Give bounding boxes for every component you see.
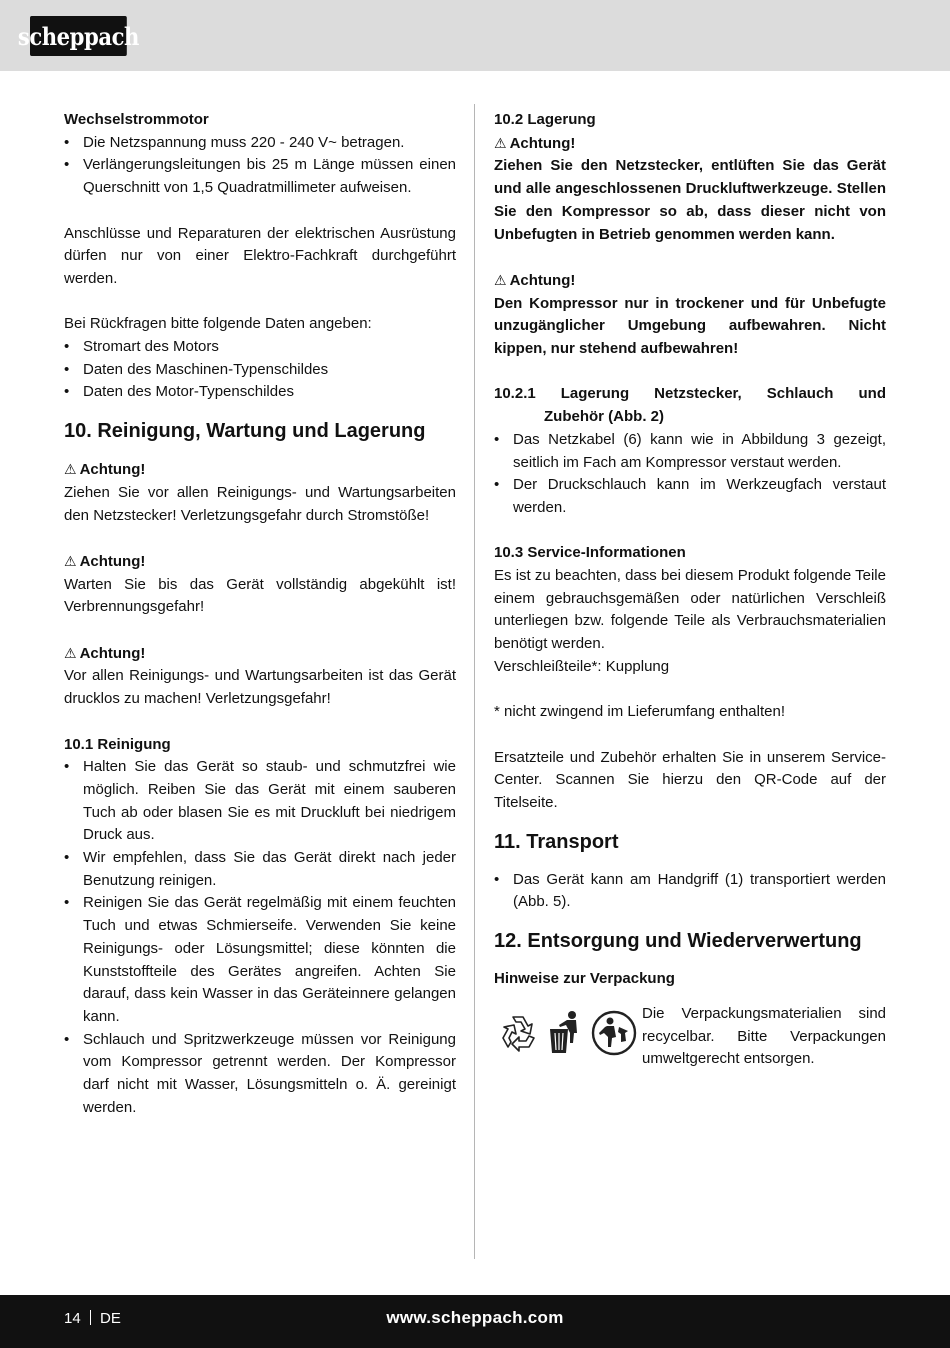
recycle-icon [494,1009,542,1057]
page-number: 14 DE [64,1310,121,1327]
list-item: • Verlängerungsleitungen bis 25 m Länge müssen einen Querschnitt von 1,5 Quadratmillimeter aufweisen. [64,154,456,199]
recycling-icons [494,1003,642,1057]
warning-label: ⚠ Achtung! [494,134,576,152]
warning-triangle-icon: ⚠ [64,552,77,569]
cleaning-list [64,756,456,1119]
warning-triangle-icon: ⚠ [64,644,77,661]
footer-url[interactable]: www.scheppach.com [386,1308,564,1327]
storage-list [494,429,886,520]
warning-label: ⚠ Achtung! [64,644,146,662]
section-11-title: 11. Transport [494,830,619,853]
section-10-title: 10. Reinigung, Wartung und Lagerung [64,420,426,443]
list-item: • Wir empfehlen, dass Sie das Gerät direkt nach jeder Benutzung reinigen. [64,847,456,892]
section-12-title: 12. Entsorgung und Wiederverwertung [494,930,862,953]
list-item: • Das Netzkabel (6) kann wie in Abbildung 3 gezeigt, seitlich im Fach am Kompressor verstaut werden. [494,429,886,474]
list-item: • Daten des Maschinen-Typenschildes [64,359,456,382]
list-item: • Reinigen Sie das Gerät regelmäßig mit einem feuchten Tuch und etwas Schmierseife. Verwenden Sie keine Reinigungs- oder Lösungsmittel; diese könnten die Kunststoffteile des Gerätes angreifen. Achten Sie darauf, dass kein Wasser in das Geräteinnere gelangen kann. [64,892,456,1028]
column-divider [474,104,475,1259]
service-text: Es ist zu beachten, dass bei diesem Produkt folgende Teile einem gebrauchsgemäßen oder natürlichen Verschleiß unterliegen bzw. folgende Teile als Verbrauchsmaterialien benötigt werden. [494,567,886,653]
left-column [64,109,456,1119]
inquiry-list [64,336,456,404]
service-heading: 10.3 Service-Informationen [494,544,686,562]
scheppach-logo: scheppach [30,16,127,56]
list-item: • Halten Sie das Gerät so staub- und schmutzfrei wie möglich. Reiben Sie das Gerät mit einem sauberen Tuch ab oder blasen Sie es mit Druckluft bei niedrigem Druck aus. [64,756,456,847]
motor-heading: Wechselstrommotor [64,111,209,128]
list-item: • Das Gerät kann am Handgriff (1) transportiert werden (Abb. 5). [494,869,886,914]
list-item: • Stromart des Motors [64,336,456,359]
warning-triangle-icon: ⚠ [64,461,77,478]
list-item: • Die Netzspannung muss 220 - 240 V~ betragen. [64,132,456,155]
list-item: • Daten des Motor-Typenschildes [64,381,456,404]
green-recycle-person-icon [590,1009,638,1057]
storage-subheading: 10.2.1 Lagerung Netzstecker, Schlauch und [494,385,886,403]
warning-triangle-icon: ⚠ [494,271,507,288]
warning-text: Ziehen Sie vor allen Reinigungs- und Wartungsarbeiten den Netzstecker! Verletzungsgefahr durch Stromstöße! [64,483,456,524]
wear-parts: Verschleißteile*: Kupplung [494,657,670,675]
packaging-row [494,1003,886,1071]
spare-parts-text: Ersatzteile und Zubehör erhalten Sie in unserem Service-Center. Scannen Sie hierzu den QR-Code auf der Titelseite. [494,748,886,812]
storage-subheading-line2: Zubehör (Abb. 2) [544,408,664,426]
transport-list [494,869,886,914]
warning-label: ⚠ Achtung! [494,271,576,289]
warning-label: ⚠ Achtung! [64,461,146,479]
list-item: • Schlauch und Spritzwerkzeuge müssen vor Reinigung vom Kompressor getrennt werden. Der Kompressor darf nicht mit Wasser, Lösungsmitteln o. Ä. gereinigt werden. [64,1029,456,1120]
connections-text: Anschlüsse und Reparaturen der elektrischen Ausrüstung dürfen nur von einer Elektro-Fachkraft durchgeführt werden. [64,224,456,287]
storage-heading: 10.2 Lagerung [494,111,596,128]
warning-text: Vor allen Reinigungs- und Wartungsarbeiten ist das Gerät drucklos zu machen! Verletzungsgefahr! [64,667,456,708]
packaging-text: Die Verpackungsmaterialien sind recycelbar. Bitte Verpackungen umweltgerecht entsorgen. [642,1004,886,1068]
list-item: • Der Druckschlauch kann im Werkzeugfach verstaut werden. [494,474,886,519]
header-band [0,0,950,71]
warning-triangle-icon: ⚠ [494,134,507,151]
trash-bin-person-icon [546,1009,586,1057]
warning-text: Den Kompressor nur in trockener und für Unbefugte unzugänglicher Umgebung aufbewahren. Nicht kippen, nur stehend aufbewahren! [494,294,886,358]
inquiry-text: Bei Rückfragen bitte folgende Daten angeben: [64,315,372,333]
warning-text: Ziehen Sie den Netzstecker, entlüften Sie das Gerät und alle angeschlossenen Druckluftwerkzeuge. Stellen Sie den Kompressor so ab, dass dieser nicht von Unbefugten in Betrieb genommen werden kann. [494,157,886,243]
cleaning-heading: 10.1 Reinigung [64,735,171,753]
warning-label: ⚠ Achtung! [64,552,146,570]
footer-band [0,1295,950,1348]
right-column [494,109,886,1071]
footnote: * nicht zwingend im Lieferumfang enthalten! [494,703,786,721]
motor-list [64,132,456,200]
warning-text: Warten Sie bis das Gerät vollständig abgekühlt ist! Verbrennungsgefahr! [64,575,456,616]
packaging-heading: Hinweise zur Verpackung [494,970,675,988]
